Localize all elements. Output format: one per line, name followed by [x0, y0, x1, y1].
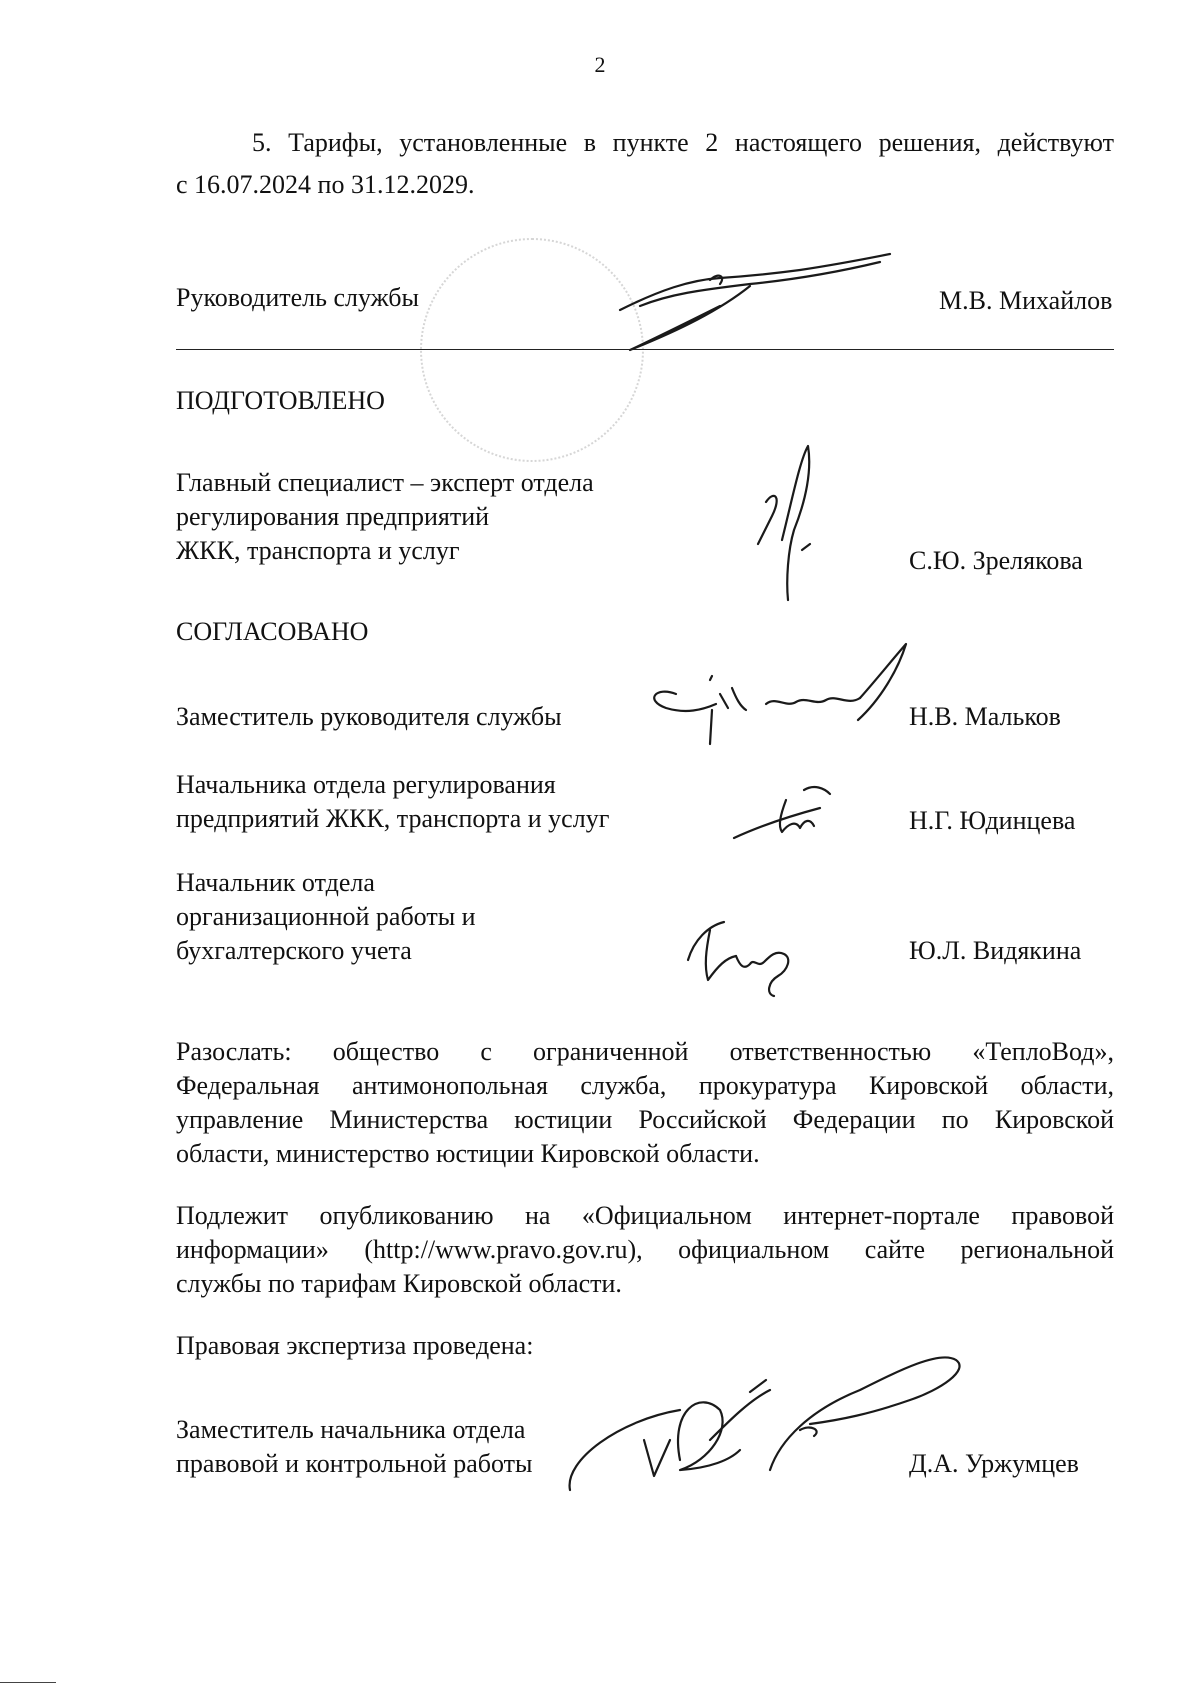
head-position: Руководитель службы: [176, 283, 419, 312]
signer-1-position: Заместитель руководителя службы: [176, 702, 562, 731]
legal-position-line-2: правовой и контрольной работы: [176, 1449, 533, 1478]
legal-name: Д.А. Уржумцев: [909, 1449, 1079, 1478]
distribution-line-4: области, министерство юстиции Кировской области.: [176, 1139, 760, 1168]
separator-line: [176, 349, 1114, 350]
legal-heading: Правовая экспертиза проведена:: [176, 1331, 534, 1360]
signer-2-position-line-2: предприятий ЖКК, транспорта и услуг: [176, 804, 610, 833]
signer-3-position-line-1: Начальник отдела: [176, 868, 375, 897]
prepared-heading: ПОДГОТОВЛЕНО: [176, 386, 385, 415]
signer-1-signature: [636, 640, 936, 760]
signer-2-name: Н.Г. Юдинцева: [909, 806, 1076, 835]
signer-1-name: Н.В. Мальков: [909, 702, 1061, 731]
prepared-position-line-3: ЖКК, транспорта и услуг: [176, 536, 460, 565]
distribution-line-2: Федеральная антимонопольная служба, прокуратура Кировской области,: [176, 1071, 1114, 1100]
prepared-signature: [752, 440, 832, 610]
agreed-heading: СОГЛАСОВАНО: [176, 617, 369, 646]
prepared-position-line-2: регулирования предприятий: [176, 502, 490, 531]
legal-signature: [560, 1340, 980, 1510]
head-name: М.В. Михайлов: [939, 286, 1113, 315]
publication-line-1: Подлежит опубликованию на «Официальном интернет-портале правовой: [176, 1201, 1114, 1230]
clause-5-line-1: [176, 126, 1114, 160]
distribution-line-1: Разослать: общество с ограниченной ответственностью «ТеплоВод»,: [176, 1037, 1114, 1066]
signer-2-signature: [730, 780, 850, 850]
clause-5-line-1-text: 5. Тарифы, установленные в пункте 2 настоящего решения, действуют: [252, 128, 1114, 157]
signer-3-signature: [684, 910, 814, 1000]
signer-3-position-line-2: организационной работы и: [176, 902, 476, 931]
page-edge-mark: [0, 1682, 56, 1683]
publication-line-2: информации» (http://www.pravo.gov.ru), официальном сайте региональной: [176, 1235, 1114, 1264]
signer-3-position-line-3: бухгалтерского учета: [176, 936, 412, 965]
publication-line-3: службы по тарифам Кировской области.: [176, 1269, 622, 1298]
legal-position-line-1: Заместитель начальника отдела: [176, 1415, 526, 1444]
prepared-name: С.Ю. Зрелякова: [909, 546, 1083, 575]
prepared-position-line-1: Главный специалист – эксперт отдела: [176, 468, 594, 497]
head-signature: [600, 250, 900, 370]
page-number: 2: [594, 52, 606, 77]
signer-3-name: Ю.Л. Видякина: [909, 936, 1082, 965]
signer-2-position-line-1: Начальника отдела регулирования: [176, 770, 556, 799]
clause-5-line-2: с 16.07.2024 по 31.12.2029.: [176, 170, 475, 199]
distribution-line-3: управление Министерства юстиции Российской Федерации по Кировской: [176, 1105, 1114, 1134]
